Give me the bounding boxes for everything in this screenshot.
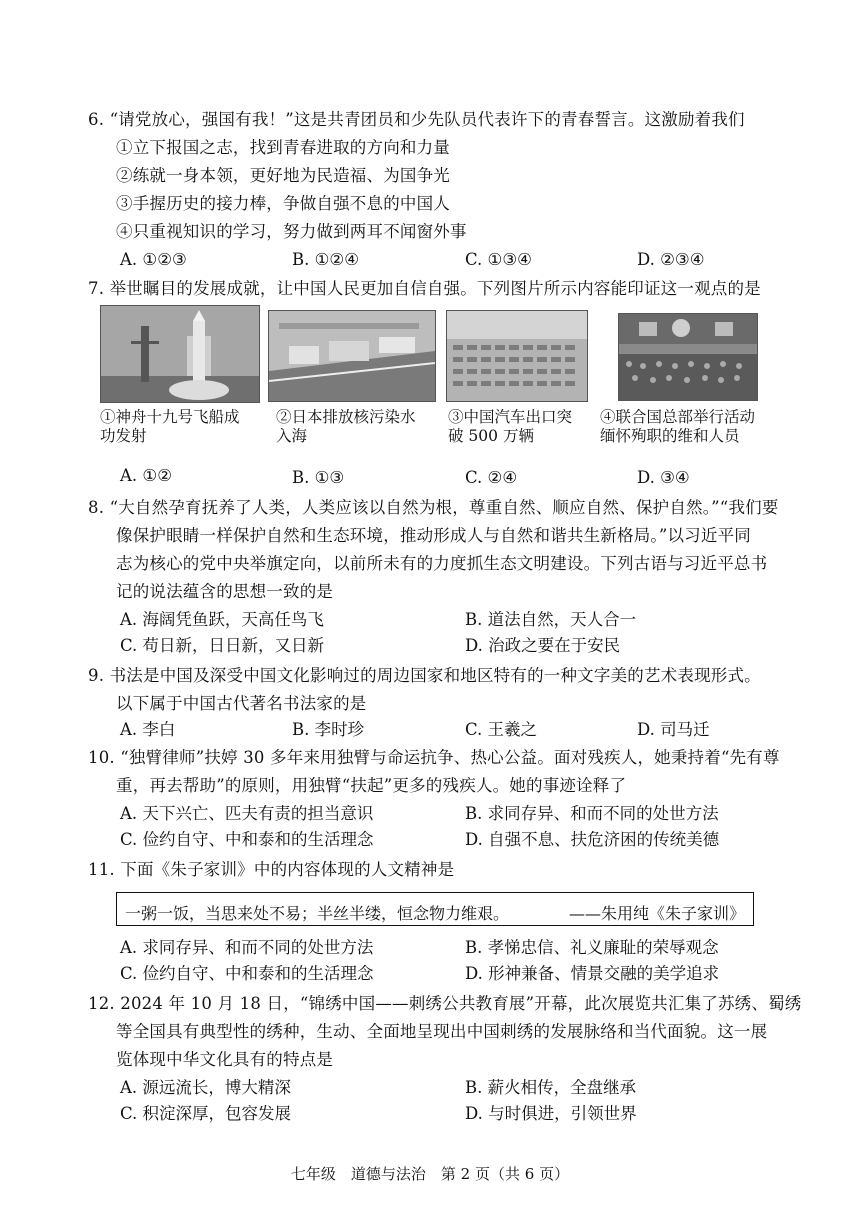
q8-option-b: B. 道法自然，天人合一 — [465, 610, 637, 629]
q11-stem: 11. 下面《朱子家训》中的内容体现的人文精神是 — [88, 860, 455, 879]
page-footer: 七年级 道德与法治 第 2 页（共 6 页） — [290, 1165, 570, 1183]
quote-box — [116, 892, 754, 926]
q6-option-b: B. ①②④ — [292, 250, 359, 269]
quote-text: 一粥一饭，当思来处不易；半丝半缕，恒念物力维艰。 — [125, 904, 510, 923]
quote-source: ——朱用纯《朱子家训》 — [568, 904, 745, 923]
q10-line-2: 重，再去帮助”的原则，用独臂“扶起”更多的残疾人。她的事迹诠释了 — [116, 776, 627, 795]
q6-option-c: C. ①③④ — [465, 250, 532, 269]
q7-option-a: A. ①② — [120, 466, 172, 485]
q9-option-d: D. 司马迁 — [637, 720, 710, 739]
q9-line-1: 9. 书法是中国及深受中国文化影响过的周边国家和地区特有的一种文字美的艺术表现形式。 — [88, 666, 761, 685]
q10-option-d: D. 自强不息、扶危济困的传统美德 — [465, 830, 720, 849]
q11-option-a: A. 求同存异、和而不同的处世方法 — [120, 938, 374, 957]
q7-option-b: B. ①③ — [292, 468, 345, 487]
q6-option-d: D. ②③④ — [637, 250, 705, 269]
q8-line-2: 像保护眼睛一样保护自然和生态环境，推动形成人与自然和谐共生新格局。”以习近平同 — [116, 526, 751, 545]
q6-item-4: ④只重视知识的学习，努力做到两耳不闻窗外事 — [116, 222, 467, 241]
un-assembly-photo — [618, 313, 758, 401]
q8-line-3: 志为核心的党中央举旗定向，以前所未有的力度抓生态文明建设。下列古语与习近平总书 — [116, 554, 768, 573]
q8-option-c: C. 苟日新，日日新，又日新 — [120, 636, 325, 655]
q12-option-c: C. 积淀深厚，包容发展 — [120, 1104, 292, 1123]
q8-line-4: 记的说法蕴含的思想一致的是 — [116, 582, 334, 601]
q6-option-a: A. ①②③ — [120, 250, 187, 269]
q7-caption-2: ②日本排放核污染水 入海 — [276, 408, 416, 446]
q7-caption-4: ④联合国总部举行活动 缅怀殉职的维和人员 — [600, 408, 756, 446]
q12-option-d: D. 与时俱进，引领世界 — [465, 1104, 637, 1123]
q9-option-c: C. 王羲之 — [465, 720, 538, 739]
q8-option-a: A. 海阔凭鱼跃，天高任鸟飞 — [120, 610, 324, 629]
q9-line-2: 以下属于中国古代著名书法家的是 — [116, 694, 367, 713]
q10-option-a: A. 天下兴亡、匹夫有责的担当意识 — [120, 804, 374, 823]
q10-option-b: B. 求同存异、和而不同的处世方法 — [465, 804, 719, 823]
q12-line-3: 览体现中华文化具有的特点是 — [116, 1050, 334, 1069]
q8-line-1: 8. “大自然孕育抚养了人类，人类应该以自然为根，尊重自然、顺应自然、保护自然。”“我们要 — [88, 498, 779, 517]
car-export-photo — [446, 310, 588, 402]
q12-line-2: 等全国具有典型性的绣种，生动、全面地呈现出中国刺绣的发展脉络和当代面貌。这一展 — [116, 1022, 768, 1041]
q7-option-d: D. ③④ — [637, 468, 690, 487]
q7-option-c: C. ②④ — [465, 468, 518, 487]
q7-caption-1: ①神舟十九号飞船成 功发射 — [100, 408, 240, 446]
q7-stem: 7. 举世瞩目的发展成就，让中国人民更加自信自强。下列图片所示内容能印证这一观点的是 — [88, 279, 761, 298]
q11-option-d: D. 形神兼备、情景交融的美学追求 — [465, 964, 720, 983]
q12-option-a: A. 源远流长，博大精深 — [120, 1078, 291, 1097]
q11-option-b: B. 孝悌忠信、礼义廉耻的荣辱观念 — [465, 938, 719, 957]
q10-line-1: 10. “独臂律师”扶婷 30 多年来用独臂与命运抗争、热心公益。面对残疾人，她秉持着“先有尊 — [88, 748, 780, 767]
q6-item-3: ③手握历史的接力棒，争做自强不息的中国人 — [116, 194, 450, 213]
q11-option-c: C. 俭约自守、中和泰和的生活理念 — [120, 964, 374, 983]
rocket-launch-photo — [100, 305, 260, 403]
nuclear-plant-photo — [268, 310, 436, 402]
q6-stem: 6. “请党放心，强国有我！”这是共青团员和少先队员代表许下的青春誓言。这激励着我们 — [88, 110, 745, 129]
q8-option-d: D. 治政之要在于安民 — [465, 636, 621, 655]
q12-line-1: 12. 2024 年 10 月 18 日，“锦绣中国——刺绣公共教育展”开幕，此次展览共汇集了苏绣、蜀绣 — [88, 994, 802, 1013]
q9-option-b: B. 李时珍 — [292, 720, 365, 739]
q10-option-c: C. 俭约自守、中和泰和的生活理念 — [120, 830, 374, 849]
q9-option-a: A. 李白 — [120, 720, 176, 739]
q12-option-b: B. 薪火相传，全盘继承 — [465, 1078, 637, 1097]
q7-caption-3: ③中国汽车出口突 破 500 万辆 — [448, 408, 573, 446]
q6-item-2: ②练就一身本领，更好地为民造福、为国争光 — [116, 166, 450, 185]
q6-item-1: ①立下报国之志，找到青春进取的方向和力量 — [116, 138, 450, 157]
